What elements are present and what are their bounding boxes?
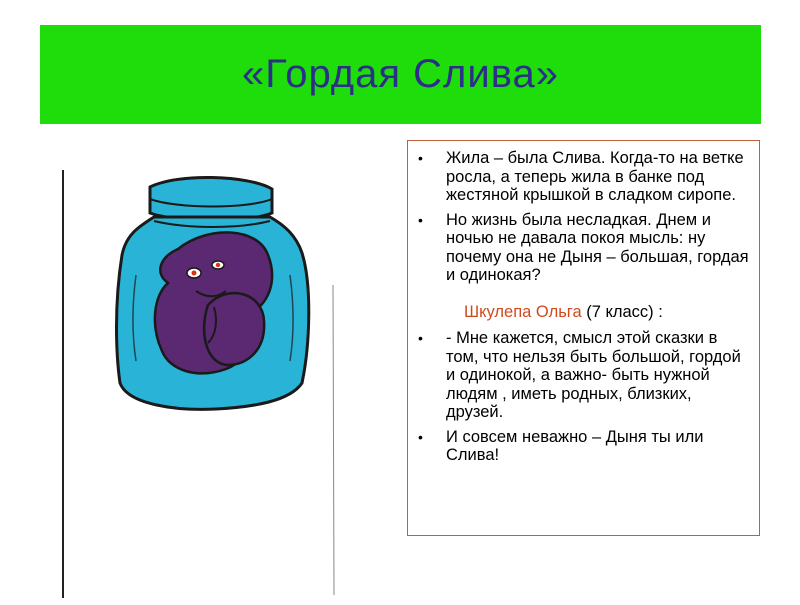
- right-margin-line: [333, 285, 334, 595]
- paragraph-text: - Мне кажется, смысл этой сказки в том, что нельзя быть большой, гордой и одинокой, а важно- быть нужной людям , иметь родных, близких, друзей.: [446, 329, 741, 421]
- paragraph-text: Жила – была Слива. Когда-то на ветке росла, а теперь жила в банке под жестяной крышкой в сладком сиропе.: [446, 149, 744, 204]
- story-text-box: [407, 140, 760, 536]
- jar-with-plum-drawing: [58, 165, 378, 600]
- paragraph-text: И совсем неважно – Дыня ты или Слива!: [446, 427, 704, 464]
- opinion-paragraph: [418, 428, 749, 465]
- jar-illustration: [58, 165, 378, 600]
- story-paragraph: [418, 211, 749, 285]
- author-name: Шкулепа Ольга: [464, 302, 582, 321]
- plum-figure: [155, 232, 272, 373]
- slide-title: «Гордая Слива»: [241, 52, 560, 96]
- author-grade: (7 класс) :: [581, 302, 663, 321]
- author-line: [464, 303, 749, 322]
- jar-lid: [150, 177, 272, 220]
- story-paragraph: [418, 149, 749, 205]
- paragraph-text: Но жизнь была несладкая. Днем и ночью не давала покоя мысль: ну почему она не Дыня – большая, гордая и одинокая?: [446, 210, 749, 284]
- opinion-paragraph: [418, 329, 749, 422]
- title-banner: [40, 25, 761, 124]
- bullet-point: •: [418, 150, 423, 166]
- bullet-point: •: [418, 330, 423, 346]
- bullet-point: •: [418, 211, 423, 228]
- bullet-point: •: [418, 428, 423, 445]
